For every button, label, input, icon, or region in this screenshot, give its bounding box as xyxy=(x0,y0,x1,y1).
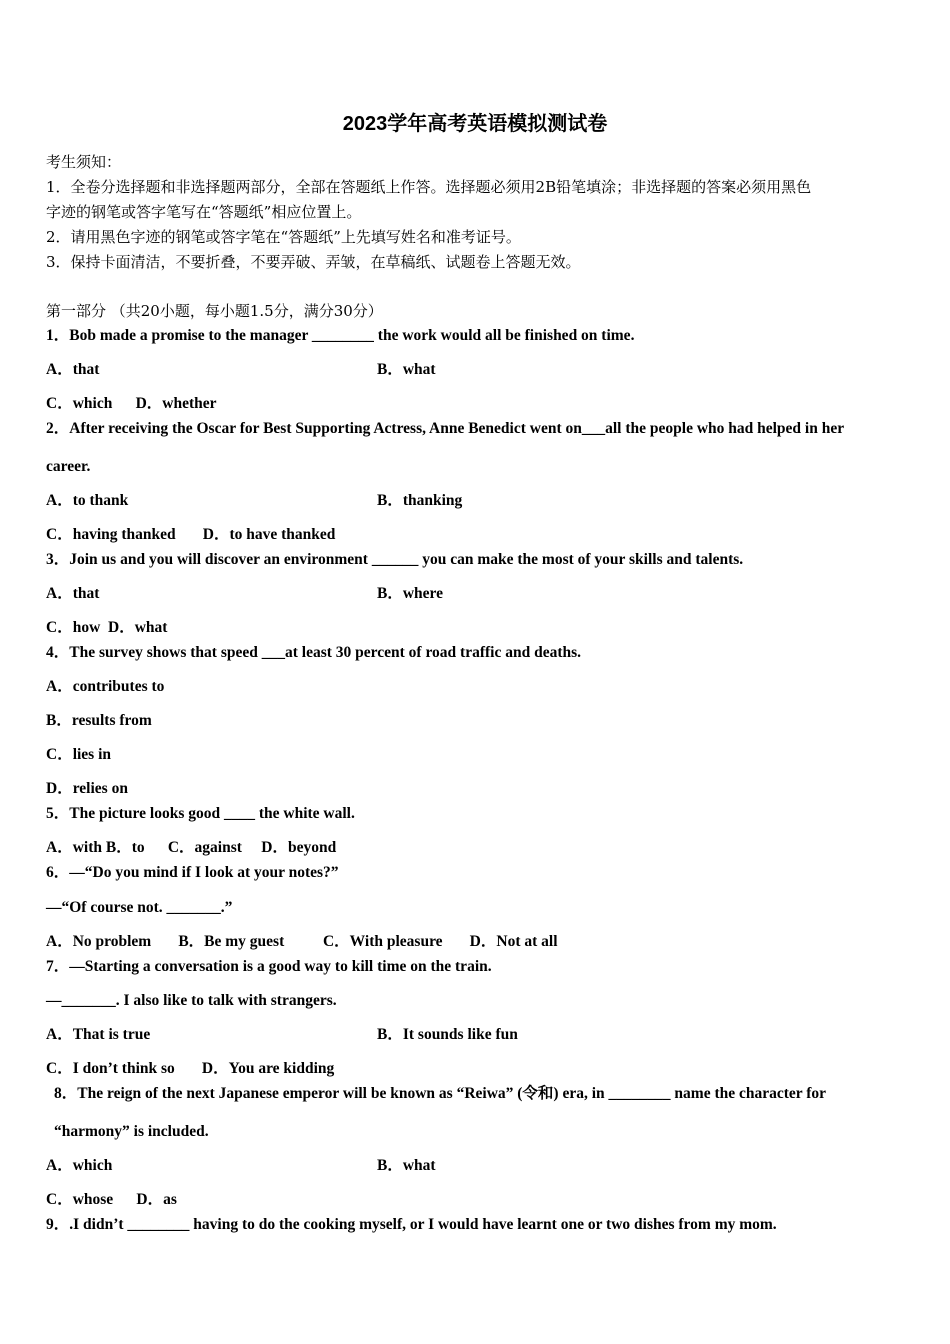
question-stem: 4．The survey shows that speed ___at least 30 percent of road traffic and deaths. xyxy=(46,644,582,661)
question-stem: “harmony” is included. xyxy=(54,1123,209,1140)
notice-line: 1．全卷分选择题和非选择题两部分，全部在答题纸上作答。选择题必须用2B铅笔填涂；非选择题的答案必须用黑色 xyxy=(46,178,812,196)
option: A．That is true xyxy=(46,1026,151,1043)
question-stem: 9．.I didn’t ________ having to do the cooking myself, or I would have learnt one or two dishes from my mom. xyxy=(46,1216,777,1233)
question-stem: 8．The reign of the next Japanese emperor will be known as “Reiwa” (令和) era, in ________ name the character for xyxy=(54,1085,827,1102)
option: C．I don’t think so D．You are kidding xyxy=(46,1060,335,1077)
notice-heading: 考生须知： xyxy=(46,153,122,171)
question-reply: —_______. I also like to talk with strangers. xyxy=(46,992,337,1009)
option: C．whose D．as xyxy=(46,1191,177,1208)
option: C．how D．what xyxy=(46,619,168,636)
option: C．lies in xyxy=(46,746,112,763)
option: A．with B．to C．against D．beyond xyxy=(46,839,337,856)
question-stem: 5．The picture looks good ____ the white wall. xyxy=(46,805,355,822)
notice-line: 2．请用黑色字迹的钢笔或答字笔在“答题纸”上先填写姓名和准考证号。 xyxy=(46,228,521,246)
option: A．which xyxy=(46,1157,113,1174)
question-stem: 2．After receiving the Oscar for Best Supporting Actress, Anne Benedict went on___all the people who had helped in her xyxy=(46,420,845,437)
option: A．that xyxy=(46,361,100,378)
question-stem: 3．Join us and you will discover an environment ______ you can make the most of your skills and talents. xyxy=(46,551,744,568)
section-heading: 第一部分 （共20小题，每小题1.5分，满分30分） xyxy=(46,302,383,320)
question-reply: —“Of course not. _______.” xyxy=(46,899,233,916)
question-stem: 6．—“Do you mind if I look at your notes?” xyxy=(46,864,339,881)
notice-line: 字迹的钢笔或答字笔写在“答题纸”相应位置上。 xyxy=(46,203,362,221)
option: C．having thanked D．to have thanked xyxy=(46,526,336,543)
option: B．thanking xyxy=(377,492,463,509)
option: A．to thank xyxy=(46,492,129,509)
option: C．which D．whether xyxy=(46,395,217,412)
option: B．what xyxy=(377,1157,436,1174)
option: D．relies on xyxy=(46,780,128,797)
option: B．It sounds like fun xyxy=(377,1026,518,1043)
option: A．that xyxy=(46,585,100,602)
page-title: 2023学年高考英语模拟测试卷 xyxy=(342,113,608,135)
question-stem: career. xyxy=(46,458,91,475)
option: B．what xyxy=(377,361,436,378)
question-stem: 7．—Starting a conversation is a good way to kill time on the train. xyxy=(46,958,492,975)
option: B．where xyxy=(377,585,444,602)
question-stem: 1．Bob made a promise to the manager ________ the work would all be finished on time. xyxy=(46,327,635,344)
option: B．results from xyxy=(46,712,152,729)
option: A．contributes to xyxy=(46,678,165,695)
option: A．No problem B．Be my guest C．With pleasure D．Not at all xyxy=(46,933,558,950)
notice-line: 3．保持卡面清洁，不要折叠，不要弄破、弄皱，在草稿纸、试题卷上答题无效。 xyxy=(46,253,581,271)
